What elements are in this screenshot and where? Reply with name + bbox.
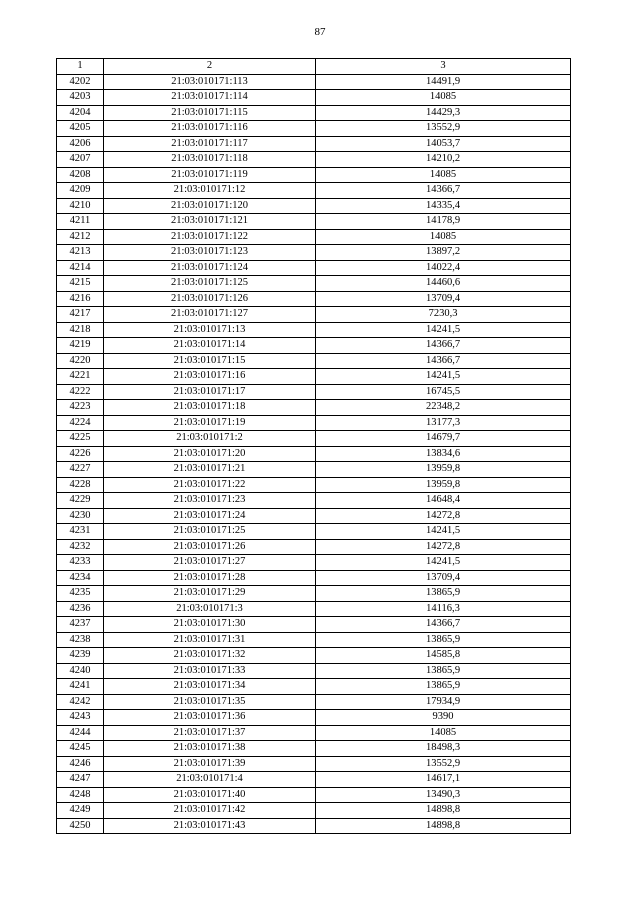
row-number-cell: 4243 [57, 710, 104, 726]
row-number-cell: 4219 [57, 338, 104, 354]
header-cell-2: 2 [104, 59, 316, 75]
table-body [57, 59, 571, 834]
value-cell: 13959,8 [316, 477, 571, 493]
table-row [57, 493, 571, 509]
row-number-cell: 4235 [57, 586, 104, 602]
cadastral-number-cell: 21:03:010171:34 [104, 679, 316, 695]
table-row [57, 167, 571, 183]
value-cell: 14679,7 [316, 431, 571, 447]
row-number-cell: 4218 [57, 322, 104, 338]
cadastral-number-cell: 21:03:010171:13 [104, 322, 316, 338]
value-cell: 14241,5 [316, 524, 571, 540]
cadastral-number-cell: 21:03:010171:123 [104, 245, 316, 261]
row-number-cell: 4206 [57, 136, 104, 152]
value-cell: 14022,4 [316, 260, 571, 276]
cadastral-number-cell: 21:03:010171:30 [104, 617, 316, 633]
row-number-cell: 4208 [57, 167, 104, 183]
value-cell: 14617,1 [316, 772, 571, 788]
cadastral-number-cell: 21:03:010171:126 [104, 291, 316, 307]
value-cell: 14429,3 [316, 105, 571, 121]
cadastral-number-cell: 21:03:010171:3 [104, 601, 316, 617]
table-row [57, 741, 571, 757]
cadastral-number-cell: 21:03:010171:25 [104, 524, 316, 540]
value-cell: 13552,9 [316, 121, 571, 137]
value-cell: 14241,5 [316, 369, 571, 385]
row-number-cell: 4212 [57, 229, 104, 245]
table-row [57, 617, 571, 633]
cadastral-number-cell: 21:03:010171:14 [104, 338, 316, 354]
value-cell: 14491,9 [316, 74, 571, 90]
value-cell: 14085 [316, 167, 571, 183]
row-number-cell: 4210 [57, 198, 104, 214]
row-number-cell: 4217 [57, 307, 104, 323]
row-number-cell: 4202 [57, 74, 104, 90]
cadastral-number-cell: 21:03:010171:33 [104, 663, 316, 679]
cadastral-number-cell: 21:03:010171:42 [104, 803, 316, 819]
table-row [57, 291, 571, 307]
table-row [57, 570, 571, 586]
cadastral-number-cell: 21:03:010171:37 [104, 725, 316, 741]
cadastral-number-cell: 21:03:010171:120 [104, 198, 316, 214]
header-cell-1: 1 [57, 59, 104, 75]
table-row [57, 431, 571, 447]
table-row [57, 384, 571, 400]
cadastral-number-cell: 21:03:010171:35 [104, 694, 316, 710]
value-cell: 18498,3 [316, 741, 571, 757]
table-row [57, 105, 571, 121]
table-row [57, 446, 571, 462]
row-number-cell: 4232 [57, 539, 104, 555]
cadastral-number-cell: 21:03:010171:15 [104, 353, 316, 369]
cadastral-number-cell: 21:03:010171:39 [104, 756, 316, 772]
row-number-cell: 4248 [57, 787, 104, 803]
value-cell: 13709,4 [316, 570, 571, 586]
value-cell: 14272,8 [316, 539, 571, 555]
table-row [57, 818, 571, 834]
table-row [57, 415, 571, 431]
table-row [57, 679, 571, 695]
cadastral-number-cell: 21:03:010171:16 [104, 369, 316, 385]
table-row [57, 756, 571, 772]
row-number-cell: 4216 [57, 291, 104, 307]
table-row [57, 90, 571, 106]
cadastral-number-cell: 21:03:010171:27 [104, 555, 316, 571]
cadastral-number-cell: 21:03:010171:124 [104, 260, 316, 276]
row-number-cell: 4223 [57, 400, 104, 416]
value-cell: 14898,8 [316, 803, 571, 819]
value-cell: 13959,8 [316, 462, 571, 478]
table-row [57, 803, 571, 819]
cadastral-number-cell: 21:03:010171:23 [104, 493, 316, 509]
value-cell: 14366,7 [316, 617, 571, 633]
header-cell-3: 3 [316, 59, 571, 75]
value-cell: 14366,7 [316, 338, 571, 354]
value-cell: 13865,9 [316, 663, 571, 679]
table-row [57, 369, 571, 385]
row-number-cell: 4231 [57, 524, 104, 540]
row-number-cell: 4233 [57, 555, 104, 571]
table-row [57, 214, 571, 230]
table-row [57, 524, 571, 540]
row-number-cell: 4229 [57, 493, 104, 509]
value-cell: 14210,2 [316, 152, 571, 168]
cadastral-number-cell: 21:03:010171:127 [104, 307, 316, 323]
table-row [57, 508, 571, 524]
row-number-cell: 4244 [57, 725, 104, 741]
cadastral-number-cell: 21:03:010171:116 [104, 121, 316, 137]
cadastral-number-cell: 21:03:010171:12 [104, 183, 316, 199]
table-row [57, 772, 571, 788]
table-row [57, 601, 571, 617]
row-number-cell: 4234 [57, 570, 104, 586]
table-row [57, 462, 571, 478]
cadastral-number-cell: 21:03:010171:122 [104, 229, 316, 245]
row-number-cell: 4220 [57, 353, 104, 369]
cadastral-number-cell: 21:03:010171:21 [104, 462, 316, 478]
row-number-cell: 4246 [57, 756, 104, 772]
cadastral-number-cell: 21:03:010171:31 [104, 632, 316, 648]
value-cell: 14178,9 [316, 214, 571, 230]
row-number-cell: 4241 [57, 679, 104, 695]
value-cell: 14366,7 [316, 353, 571, 369]
row-number-cell: 4238 [57, 632, 104, 648]
table-row [57, 400, 571, 416]
table-row [57, 245, 571, 261]
row-number-cell: 4205 [57, 121, 104, 137]
value-cell: 13552,9 [316, 756, 571, 772]
table-row [57, 663, 571, 679]
value-cell: 14053,7 [316, 136, 571, 152]
row-number-cell: 4237 [57, 617, 104, 633]
table-row [57, 152, 571, 168]
row-number-cell: 4222 [57, 384, 104, 400]
cadastral-number-cell: 21:03:010171:118 [104, 152, 316, 168]
row-number-cell: 4207 [57, 152, 104, 168]
row-number-cell: 4245 [57, 741, 104, 757]
cadastral-number-cell: 21:03:010171:26 [104, 539, 316, 555]
value-cell: 13865,9 [316, 679, 571, 695]
table-row [57, 276, 571, 292]
cadastral-number-cell: 21:03:010171:24 [104, 508, 316, 524]
row-number-cell: 4236 [57, 601, 104, 617]
table-row [57, 322, 571, 338]
table-row [57, 539, 571, 555]
table-row [57, 121, 571, 137]
value-cell: 14241,5 [316, 322, 571, 338]
table-row [57, 787, 571, 803]
value-cell: 16745,5 [316, 384, 571, 400]
cadastral-number-cell: 21:03:010171:115 [104, 105, 316, 121]
value-cell: 13865,9 [316, 632, 571, 648]
row-number-cell: 4225 [57, 431, 104, 447]
table-row [57, 694, 571, 710]
cadastral-number-cell: 21:03:010171:125 [104, 276, 316, 292]
row-number-cell: 4215 [57, 276, 104, 292]
value-cell: 9390 [316, 710, 571, 726]
row-number-cell: 4213 [57, 245, 104, 261]
value-cell: 14272,8 [316, 508, 571, 524]
table-row [57, 648, 571, 664]
table-row [57, 183, 571, 199]
value-cell: 13709,4 [316, 291, 571, 307]
table-row [57, 586, 571, 602]
value-cell: 13490,3 [316, 787, 571, 803]
cadastral-number-cell: 21:03:010171:114 [104, 90, 316, 106]
table-row [57, 555, 571, 571]
value-cell: 14460,6 [316, 276, 571, 292]
row-number-cell: 4242 [57, 694, 104, 710]
value-cell: 13897,2 [316, 245, 571, 261]
value-cell: 14366,7 [316, 183, 571, 199]
data-table [56, 58, 571, 834]
row-number-cell: 4250 [57, 818, 104, 834]
row-number-cell: 4247 [57, 772, 104, 788]
table-row [57, 198, 571, 214]
cadastral-number-cell: 21:03:010171:119 [104, 167, 316, 183]
table-row [57, 477, 571, 493]
value-cell: 14116,3 [316, 601, 571, 617]
row-number-cell: 4214 [57, 260, 104, 276]
cadastral-number-cell: 21:03:010171:121 [104, 214, 316, 230]
value-cell: 14085 [316, 725, 571, 741]
cadastral-number-cell: 21:03:010171:29 [104, 586, 316, 602]
row-number-cell: 4224 [57, 415, 104, 431]
table-row [57, 260, 571, 276]
cadastral-number-cell: 21:03:010171:113 [104, 74, 316, 90]
cadastral-number-cell: 21:03:010171:19 [104, 415, 316, 431]
value-cell: 7230,3 [316, 307, 571, 323]
table-row [57, 229, 571, 245]
row-number-cell: 4226 [57, 446, 104, 462]
row-number-cell: 4211 [57, 214, 104, 230]
value-cell: 14085 [316, 90, 571, 106]
value-cell: 14648,4 [316, 493, 571, 509]
row-number-cell: 4239 [57, 648, 104, 664]
cadastral-number-cell: 21:03:010171:22 [104, 477, 316, 493]
row-number-cell: 4228 [57, 477, 104, 493]
row-number-cell: 4221 [57, 369, 104, 385]
value-cell: 14241,5 [316, 555, 571, 571]
value-cell: 14085 [316, 229, 571, 245]
table-header-row [57, 59, 571, 75]
cadastral-number-cell: 21:03:010171:20 [104, 446, 316, 462]
table-row [57, 136, 571, 152]
value-cell: 14585,8 [316, 648, 571, 664]
value-cell: 17934,9 [316, 694, 571, 710]
value-cell: 22348,2 [316, 400, 571, 416]
value-cell: 13865,9 [316, 586, 571, 602]
cadastral-number-cell: 21:03:010171:32 [104, 648, 316, 664]
row-number-cell: 4240 [57, 663, 104, 679]
cadastral-number-cell: 21:03:010171:17 [104, 384, 316, 400]
value-cell: 14898,8 [316, 818, 571, 834]
value-cell: 14335,4 [316, 198, 571, 214]
cadastral-number-cell: 21:03:010171:28 [104, 570, 316, 586]
value-cell: 13177,3 [316, 415, 571, 431]
cadastral-number-cell: 21:03:010171:38 [104, 741, 316, 757]
cadastral-number-cell: 21:03:010171:43 [104, 818, 316, 834]
table-row [57, 307, 571, 323]
table-row [57, 353, 571, 369]
cadastral-number-cell: 21:03:010171:18 [104, 400, 316, 416]
row-number-cell: 4203 [57, 90, 104, 106]
table-row [57, 74, 571, 90]
cadastral-number-cell: 21:03:010171:36 [104, 710, 316, 726]
row-number-cell: 4227 [57, 462, 104, 478]
cadastral-number-cell: 21:03:010171:117 [104, 136, 316, 152]
page-number: 87 [314, 26, 326, 38]
row-number-cell: 4204 [57, 105, 104, 121]
cadastral-number-cell: 21:03:010171:4 [104, 772, 316, 788]
row-number-cell: 4230 [57, 508, 104, 524]
table-row [57, 725, 571, 741]
table-row [57, 710, 571, 726]
row-number-cell: 4209 [57, 183, 104, 199]
row-number-cell: 4249 [57, 803, 104, 819]
table-row [57, 338, 571, 354]
cadastral-number-cell: 21:03:010171:2 [104, 431, 316, 447]
table-row [57, 632, 571, 648]
cadastral-number-cell: 21:03:010171:40 [104, 787, 316, 803]
value-cell: 13834,6 [316, 446, 571, 462]
